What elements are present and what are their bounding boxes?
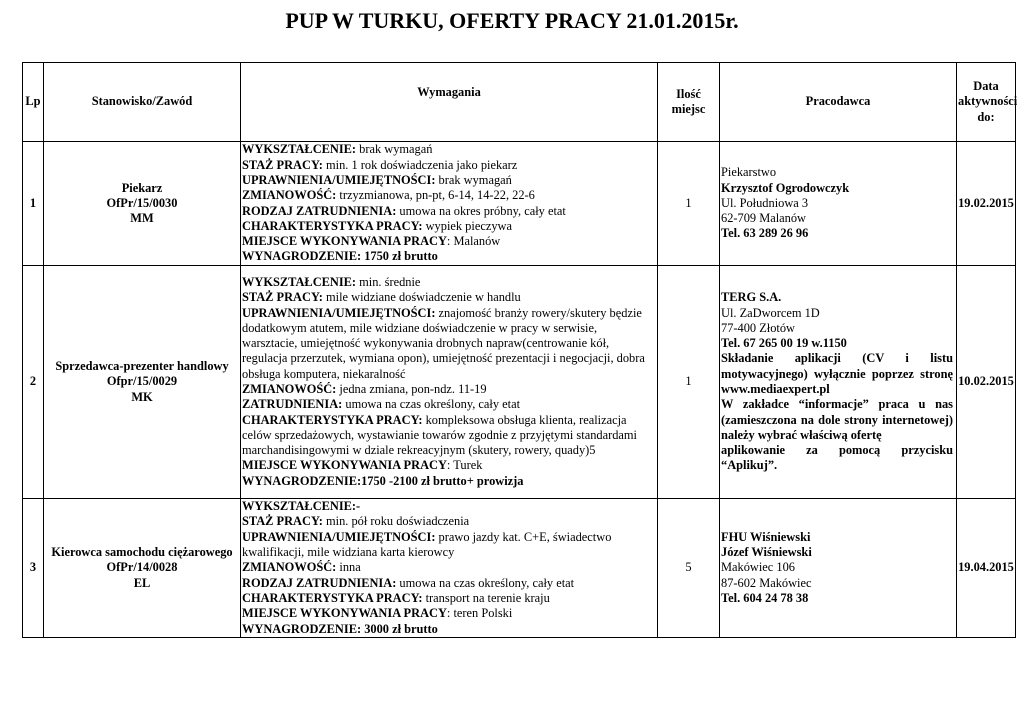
offer-position: Piekarz OfPr/15/0030 MM: [44, 142, 241, 266]
header-places: Ilość miejsc: [658, 63, 720, 142]
header-date: Data aktywności do:: [957, 63, 1016, 142]
offer-employer: TERG S.A. Ul. ZaDworcem 1D 77-400 Złotów Tel. 67 265 00 19 w.1150 Składanie aplikacji (CV i listu motywacyjnego) wyłącznie poprzez stronę www.mediaexpert.pl W zakładce “informacje” praca u nas (zamieszczona na dole strony internetowej) należy wybrać właściwą ofertę aplikowanie za pomocą przycisku “Aplikuj”.: [720, 266, 957, 499]
offer-lp: 3: [23, 499, 44, 638]
header-employer: Pracodawca: [720, 63, 957, 142]
offer-employer: Piekarstwo Krzysztof Ogrodowczyk Ul. Południowa 3 62-709 Malanów Tel. 63 289 26 96: [720, 142, 957, 266]
header-lp: Lp: [23, 63, 44, 142]
header-position: Stanowisko/Zawód: [44, 63, 241, 142]
offer-requirements: WYKSZTAŁCENIE: min. średnie STAŻ PRACY: mile widziane doświadczenie w handlu UPRAWNIENIA/UMIEJĘTNOŚCI: znajomość branży rowery/skutery będzie dodatkowym atutem, mile widziane doświadczenie w pracy w serwisie, warsztacie, umiejętność wykonywania drobnych napraw(centrowanie kół, regulacja przerzutek, wymiana opon), umiejętność prezentacji i negocjacji, dobra obsługa komputera, niekaralność ZMIANOWOŚĆ: jedna zmiana, pon-ndz. 11-19 ZATRUDNIENIA: umowa na czas określony, cały etat CHARAKTERYSTYKA PRACY: kompleksowa obsługa klienta, realizacja celów sprzedażowych, wystawianie towarów zgodnie z przyjętymi standardami marchandisingowymi w dziale rekreacyjnym (skutery, rowery, quady)5 MIEJSCE WYKONYWANIA PRACY: Turek WYNAGRODZENIE:1750 -2100 zł brutto+ prowizja: [241, 266, 658, 499]
table-row: [23, 142, 1016, 266]
offer-places: 5: [658, 499, 720, 638]
offer-date: 19.02.2015: [957, 142, 1016, 266]
offer-date: 19.04.2015: [957, 499, 1016, 638]
offer-places: 1: [658, 142, 720, 266]
page-title: PUP W TURKU, OFERTY PRACY 21.01.2015r.: [285, 8, 739, 33]
offer-lp: 1: [23, 142, 44, 266]
offer-employer: FHU Wiśniewski Józef Wiśniewski Makówiec 106 87-602 Makówiec Tel. 604 24 78 38: [720, 499, 957, 638]
table-row: [23, 499, 1016, 638]
offer-position: Sprzedawca-prezenter handlowy Ofpr/15/0029 MK: [44, 266, 241, 499]
table-header-row: [23, 63, 1016, 142]
offer-places: 1: [658, 266, 720, 499]
offer-position: Kierowca samochodu ciężarowego OfPr/14/0028 EL: [44, 499, 241, 638]
table-row: [23, 266, 1016, 499]
offer-requirements: WYKSZTAŁCENIE: brak wymagań STAŻ PRACY: min. 1 rok doświadczenia jako piekarz UPRAWNIENIA/UMIEJĘTNOŚCI: brak wymagań ZMIANOWOŚĆ: trzyzmianowa, pn-pt, 6-14, 14-22, 22-6 RODZAJ ZATRUDNIENIA: umowa na okres próbny, cały etat CHARAKTERYSTYKA PRACY: wypiek pieczywa MIEJSCE WYKONYWANIA PRACY: Malanów WYNAGRODZENIE: 1750 zł brutto: [241, 142, 658, 266]
job-offers-table: [22, 62, 1016, 638]
header-requirements: Wymagania: [241, 63, 658, 142]
offer-lp: 2: [23, 266, 44, 499]
offer-date: 10.02.2015: [957, 266, 1016, 499]
offer-requirements: WYKSZTAŁCENIE:- STAŻ PRACY: min. pół roku doświadczenia UPRAWNIENIA/UMIEJĘTNOŚCI: prawo jazdy kat. C+E, świadectwo kwalifikacji, mile widziana karta kierowcy ZMIANOWOŚĆ: inna RODZAJ ZATRUDNIENIA: umowa na czas określony, cały etat CHARAKTERYSTYKA PRACY: transport na terenie kraju MIEJSCE WYKONYWANIA PRACY: teren Polski WYNAGRODZENIE: 3000 zł brutto: [241, 499, 658, 638]
